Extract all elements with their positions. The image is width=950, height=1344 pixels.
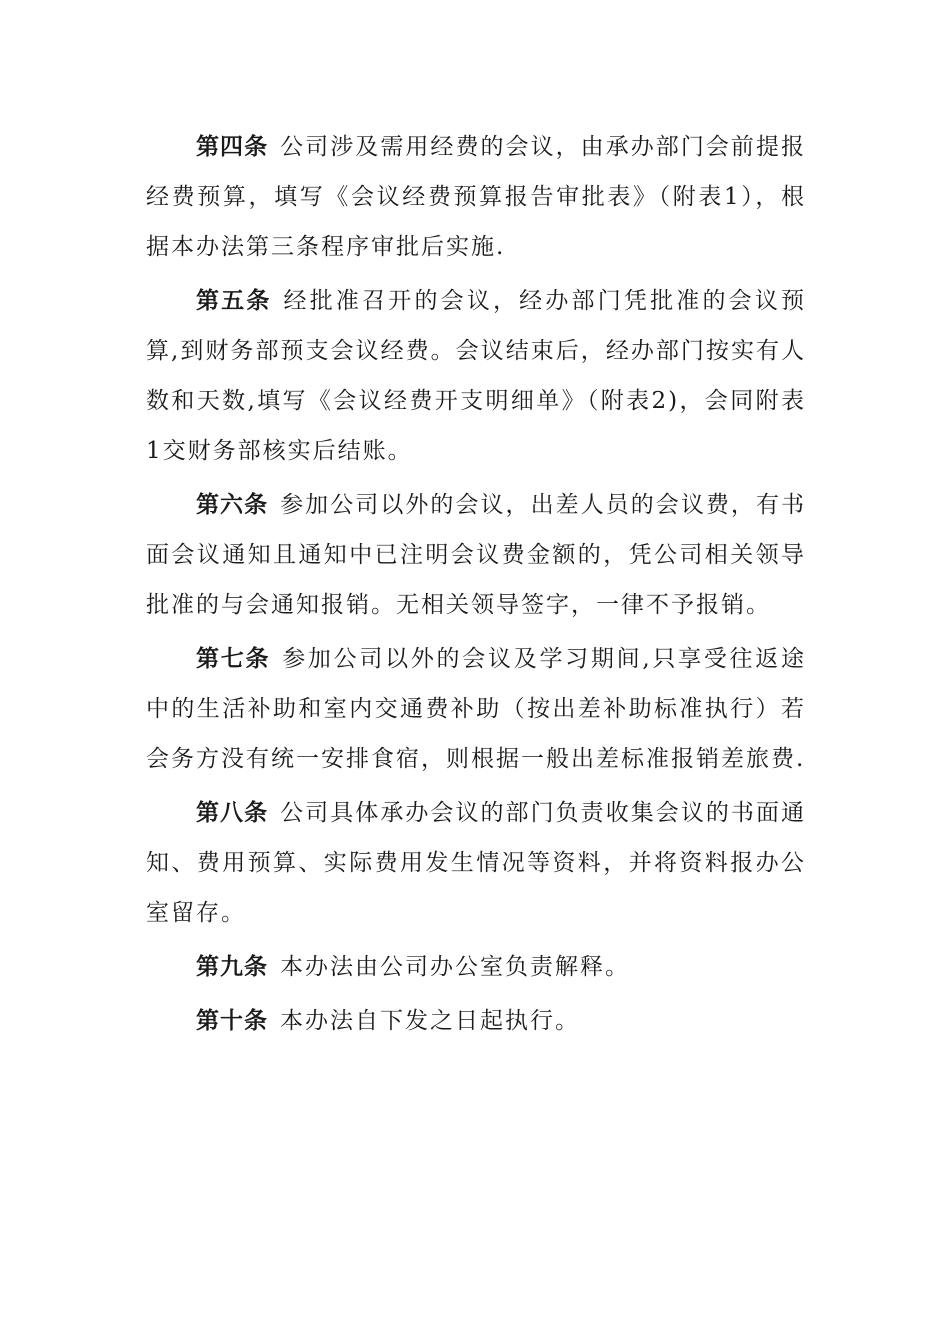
document-page: [146, 122, 806, 1050]
article-body: 参加公司以外的会议及学习期间,只享受往返途中的生活补助和室内交通费补助（按出差补助标准执行）若会务方没有统一安排食宿，则根据一般出差标准报销差旅费.: [146, 646, 807, 772]
article-4: [146, 122, 806, 272]
article-heading: 第四条: [196, 133, 269, 160]
article-9: [146, 942, 806, 992]
article-heading: 第七条: [196, 645, 271, 672]
article-heading: 第八条: [196, 799, 269, 826]
article-heading: 第十条: [196, 1007, 268, 1034]
article-6: [146, 480, 806, 630]
article-8: [146, 788, 806, 938]
article-7: [146, 634, 806, 784]
article-body: 公司具体承办会议的部门负责收集会议的书面通知、费用预算、实际费用发生情况等资料，并将资料报办公室留存。: [146, 800, 807, 926]
article-body: 本办法自下发之日起执行。: [280, 1008, 580, 1034]
article-heading: 第五条: [196, 287, 272, 314]
article-body: 经批准召开的会议，经办部门凭批准的会议预算,到财务部预支会议经费。会议结束后，经办部门按实有人数和天数,填写《会议经费开支明细单》（附表2)，会同附表1交财务部核实后结账。: [146, 288, 807, 464]
article-body: 参加公司以外的会议，出差人员的会议费，有书面会议通知且通知中已注明会议费金额的，凭公司相关领导批准的与会通知报销。无相关领导签字，一律不予报销。: [146, 492, 807, 618]
article-heading: 第九条: [196, 953, 268, 980]
article-5: [146, 276, 806, 476]
article-body: 本办法由公司办公室负责解释。: [280, 954, 630, 980]
article-heading: 第六条: [196, 491, 269, 518]
article-body: 公司涉及需用经费的会议，由承办部门会前提报经费预算，填写《会议经费预算报告审批表》（附表1），根据本办法第三条程序审批后实施.: [146, 134, 807, 260]
article-10: [146, 996, 806, 1046]
